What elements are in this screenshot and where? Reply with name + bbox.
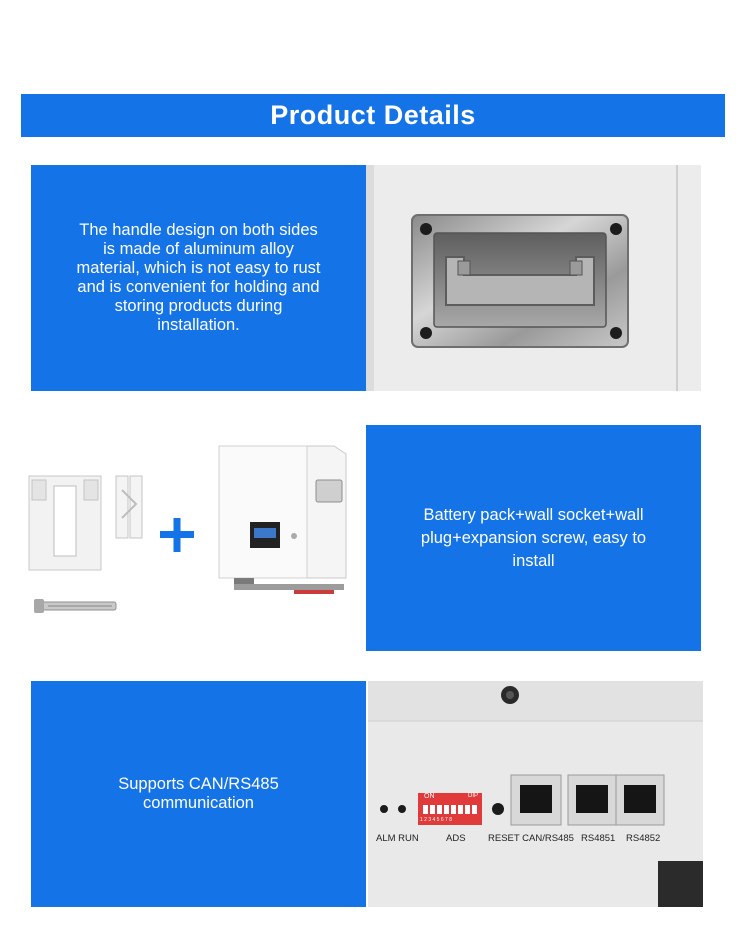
alm-run-label: ALM RUN [376,833,419,844]
handle-description-panel [31,165,366,391]
handle-description-text: The handle design on both sides is made of aluminum alloy material, which is not easy to rust and is convenient for holding and storing products during installation. [76,221,321,334]
reset-can-label: RESET CAN/RS485 [488,833,574,844]
handle-photo [366,165,701,391]
kit-description-panel [366,425,701,651]
communication-description-text: Supports CAN/RS485 communication [118,775,279,812]
page-title: Product Details [270,100,476,130]
rs4852-label: RS4852 [626,833,661,844]
plus-icon [160,518,194,552]
kit-photo [24,438,354,623]
dip-brand-label: DIP [468,793,479,799]
rs4851-label: RS4851 [581,833,616,844]
communication-description-panel [31,681,366,907]
kit-description-text: Battery pack+wall socket+wall plug+expansion screw, easy to install [420,505,647,570]
dip-on-label: ON [424,793,435,800]
ports-photo [368,681,703,907]
section-header [21,94,725,137]
ads-label: ADS [446,833,466,844]
dip-numbers-label: 1 2 3 4 5 6 7 8 [420,817,452,823]
